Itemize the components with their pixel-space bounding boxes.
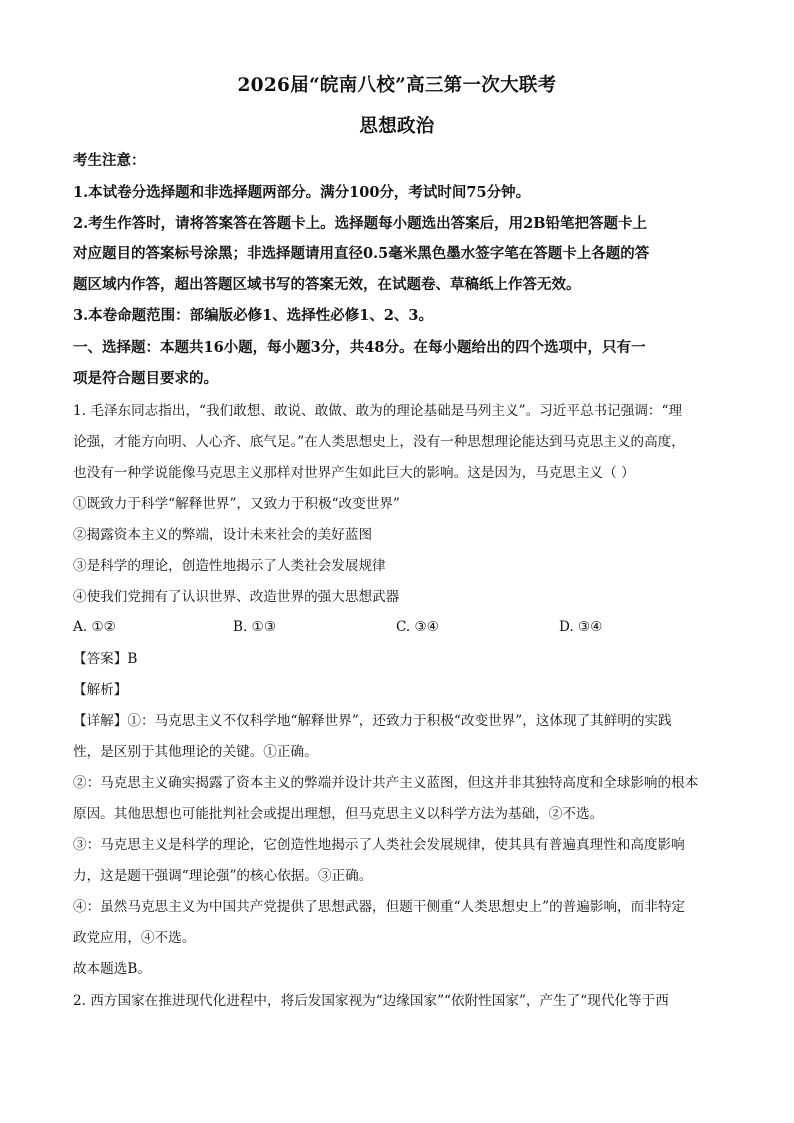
q1-stem-line-2: 论强，才能方向明、人心齐、底气足。”在人类思想史上，没有一种思想理论能达到马克思主义的高度， (73, 434, 685, 450)
subject-title: 思想政治 (359, 116, 435, 137)
notice-item-3: 3.本卷命题范围：部编版必修1、选择性必修1、2、3。 (73, 307, 433, 324)
q1-statement-4: ④使我们党拥有了认识世界、改造世界的强大思想武器 (73, 589, 400, 605)
q1-detail-2-line-1: ②：马克思主义确实揭露了资本主义的弊端并设计共产主义蓝图，但这并非其独特高度和全球影响的根本 (73, 775, 699, 791)
q1-option-d: D. ③④ (559, 619, 603, 635)
q1-stem-line-3: 也没有一种学说能像马克思主义那样对世界产生如此巨大的影响。这是因为，马克思主义（ ） (73, 465, 635, 481)
q1-detail-3-line-1: ③：马克思主义是科学的理论，它创造性地揭示了人类社会发展规律，使其具有普遍真理性和高度影响 (73, 837, 685, 853)
q1-statement-3: ③是科学的理论，创造性地揭示了人类社会发展规律 (73, 558, 386, 574)
q1-detail-3-line-2: 力，这是题干强调“理论强”的核心依据。③正确。 (73, 868, 373, 884)
section-heading-line-2: 项是符合题目要求的。 (73, 370, 218, 387)
q1-option-c: C. ③④ (396, 619, 439, 635)
notice-item-2-line-1: 2.考生作答时，请将答案答在答题卡上。选择题每小题选出答案后，用2B铅笔把答题卡上 (73, 215, 647, 232)
notice-item-2-line-2: 对应题目的答案标号涂黑；非选择题请用直径0.5毫米黑色墨水签字笔在答题卡上各题的答 (73, 245, 650, 262)
q1-option-a: A. ①② (73, 619, 116, 635)
notice-item-1: 1.本试卷分选择题和非选择题两部分。满分100分，考试时间75分钟。 (73, 184, 531, 201)
q1-conclusion: 故本题选B。 (73, 961, 151, 977)
q1-option-b: B. ①③ (233, 619, 277, 635)
q1-detail-1-line-2: 性，是区别于其他理论的关键。①正确。 (73, 744, 318, 760)
q1-detail-2-line-2: 原因。其他思想也可能批判社会或提出理想，但马克思主义以科学方法为基础，②不选。 (73, 806, 604, 822)
notice-heading: 考生注意： (73, 152, 146, 169)
q1-detail-4-line-1: ④：虽然马克思主义为中国共产党提供了思想武器，但题干侧重“人类思想史上”的普遍影响，而非特定 (73, 899, 686, 915)
q1-analysis-label: 【解析】 (73, 682, 128, 698)
q1-detail-1-line-1: 【详解】①：马克思主义不仅科学地“解释世界”，还致力于积极“改变世界”，这体现了其鲜明的实践 (73, 713, 672, 729)
q1-detail-4-line-2: 政党应用，④不选。 (73, 930, 196, 946)
q2-stem-line-1: 2. 西方国家在推进现代化进程中，将后发国家视为“边缘国家”“依附性国家”，产生了“现代化等于西 (73, 993, 669, 1009)
section-heading-line-1: 一、选择题：本题共16小题，每小题3分，共48分。在每小题给出的四个选项中，只有一 (73, 339, 646, 356)
notice-item-2-line-3: 题区域内作答，超出答题区域书写的答案无效，在试题卷、草稿纸上作答无效。 (73, 276, 581, 293)
q1-statement-1: ①既致力于科学“解释世界”，又致力于积极“改变世界” (73, 496, 400, 512)
q1-statement-2: ②揭露资本主义的弊端，设计未来社会的美好蓝图 (73, 527, 373, 543)
q1-stem-line-1: 1. 毛泽东同志指出，“我们敢想、敢说、敢做、敢为的理论基础是马列主义”。习近平总书记强调：“理 (73, 403, 683, 419)
q1-answer: 【答案】B (73, 651, 138, 667)
exam-title: 2026届“皖南八校”高三第一次大联考 (237, 75, 557, 96)
